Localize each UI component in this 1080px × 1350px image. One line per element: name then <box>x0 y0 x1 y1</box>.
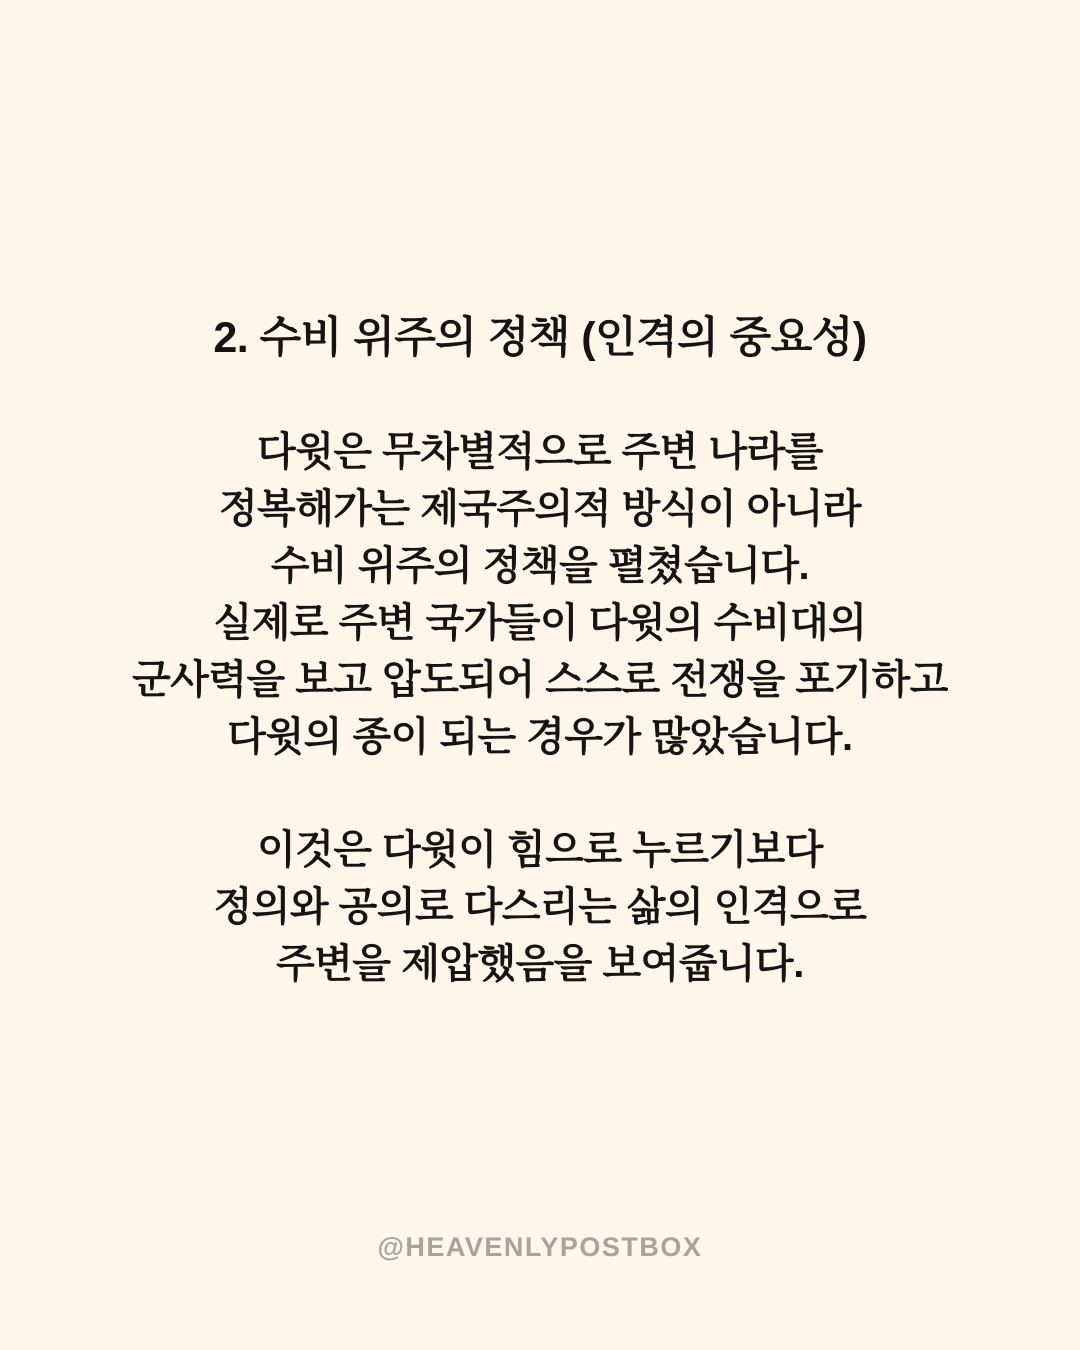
body-line: 다윗은 무차별적으로 주변 나라를 <box>257 430 823 474</box>
card-title: 2. 수비 위주의 정책 (인격의 중요성) <box>213 314 867 362</box>
body-line: 수비 위주의 정책을 펼쳤습니다. <box>270 544 810 588</box>
body-line: 주변을 제압했음을 보여줍니다. <box>276 942 804 986</box>
body-line: 정의와 공의로 다스리는 삶의 인격으로 <box>213 885 867 929</box>
body-line: 다윗의 종이 되는 경우가 많았습니다. <box>227 715 853 759</box>
body-line: 정복해가는 제국주의적 방식이 아니라 <box>218 487 862 531</box>
body-line: 실제로 주변 국가들이 다윗의 수비대의 <box>213 601 867 645</box>
paragraph-1 <box>40 424 1040 766</box>
body-line: 이것은 다윗이 힘으로 누르기보다 <box>257 828 823 872</box>
paragraph-2 <box>40 822 1040 993</box>
watermark-handle: @HEAVENLYPOSTBOX <box>377 1232 703 1262</box>
card-body <box>40 424 1040 993</box>
body-line: 군사력을 보고 압도되어 스스로 전쟁을 포기하고 <box>132 658 948 702</box>
